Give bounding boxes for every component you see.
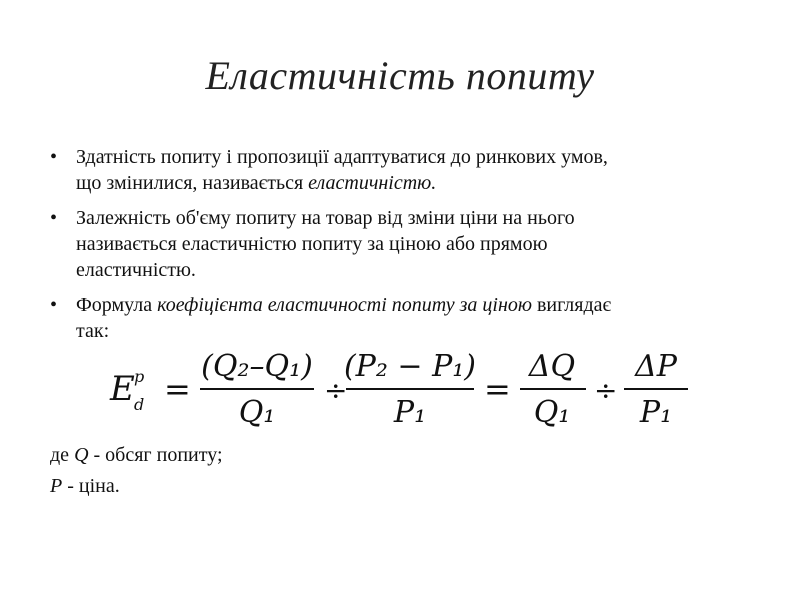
bullet-list bbox=[50, 144, 750, 353]
bullet-icon: • bbox=[50, 294, 58, 316]
bullet-icon: • bbox=[50, 146, 58, 168]
bullet-text-line: Формула bbox=[76, 294, 158, 316]
formula-frac2-denominator: P₁ bbox=[393, 395, 427, 430]
note-p bbox=[50, 471, 223, 502]
bullet-text-line: так: bbox=[76, 320, 110, 342]
bullet-icon: • bbox=[50, 207, 58, 229]
formula-frac4-numerator: ΔP bbox=[635, 349, 677, 384]
slide-title: Еластичність попиту bbox=[205, 53, 595, 98]
bullet-text-line: еластичністю. bbox=[76, 259, 196, 281]
note-text: - обсяг попиту; bbox=[88, 444, 223, 466]
note-variable: Q bbox=[74, 444, 89, 466]
formula-lhs-sup: p bbox=[134, 367, 145, 386]
formula-divide: ÷ bbox=[324, 374, 348, 407]
formula-frac3-numerator: ΔQ bbox=[528, 349, 576, 384]
elasticity-formula bbox=[108, 346, 698, 430]
bullet-emphasis: еластичністю. bbox=[308, 172, 437, 194]
formula-frac3-denominator: Q₁ bbox=[533, 395, 571, 430]
note-variable: P bbox=[50, 475, 63, 497]
formula-svg bbox=[108, 346, 698, 430]
bullet-item-elasticity-definition bbox=[50, 144, 750, 196]
formula-frac2-numerator: (P₂ − P₁) bbox=[343, 349, 477, 384]
formula-equals: = bbox=[484, 370, 511, 408]
formula-frac4-denominator: P₁ bbox=[639, 395, 673, 430]
formula-lhs-base: E bbox=[110, 369, 135, 409]
bullet-emphasis: коефіцієнта еластичності попиту за ціною bbox=[157, 294, 532, 316]
formula-equals: = bbox=[164, 370, 191, 408]
bullet-text-line: виглядає bbox=[531, 294, 612, 316]
variable-notes bbox=[50, 440, 223, 502]
formula-lhs-sub: d bbox=[134, 395, 145, 414]
bullet-text-line: Залежність об'єму попиту на товар від зміни ціни на нього bbox=[76, 207, 575, 229]
note-text: - ціна. bbox=[62, 475, 120, 497]
bullet-item-formula-intro bbox=[50, 292, 750, 344]
note-q bbox=[50, 440, 223, 471]
bullet-item-price-elasticity bbox=[50, 205, 750, 283]
bullet-text-line: називається еластичністю попиту за ціною або прямою bbox=[76, 233, 548, 255]
formula-divide: ÷ bbox=[594, 374, 618, 407]
formula-frac1-numerator: (Q₂–Q₁) bbox=[201, 349, 313, 384]
note-text: де bbox=[50, 444, 75, 466]
formula-frac1-denominator: Q₁ bbox=[238, 395, 276, 430]
bullet-text-line: що змінилися, називається bbox=[76, 172, 309, 194]
bullet-text-line: Здатність попиту і пропозиції адаптуватися до ринкових умов, bbox=[76, 146, 608, 168]
